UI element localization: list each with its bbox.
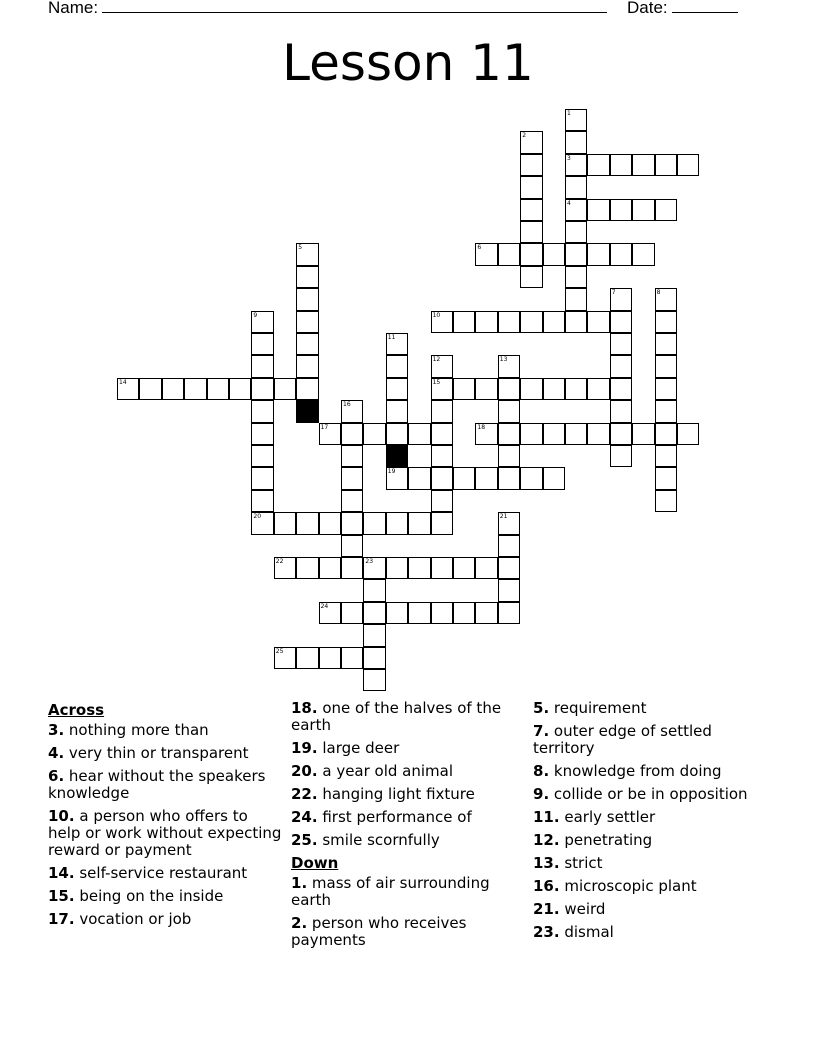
clue-down-21: 21. weird xyxy=(533,900,606,918)
grid-cell[interactable] xyxy=(610,355,632,377)
grid-cell[interactable] xyxy=(274,557,296,579)
grid-cell[interactable] xyxy=(319,602,341,624)
grid-cell[interactable] xyxy=(341,647,363,669)
grid-cell[interactable] xyxy=(565,154,587,176)
cell-number: 9 xyxy=(253,311,258,319)
page-title: Lesson 11 xyxy=(282,34,534,92)
grid-cell[interactable] xyxy=(587,423,609,445)
grid-cell[interactable] xyxy=(453,557,475,579)
cell-number: 19 xyxy=(387,468,396,476)
grid-cell[interactable] xyxy=(139,378,161,400)
cell-number: 3 xyxy=(567,154,571,162)
grid-cell[interactable] xyxy=(632,243,654,265)
grid-cell[interactable] xyxy=(184,378,206,400)
grid-cell[interactable] xyxy=(655,490,677,512)
grid-cell[interactable] xyxy=(565,176,587,198)
grid-cell[interactable] xyxy=(520,154,542,176)
grid-cell[interactable] xyxy=(453,602,475,624)
black-cell xyxy=(386,445,408,467)
grid-cell[interactable] xyxy=(431,378,453,400)
grid-cell[interactable] xyxy=(610,423,632,445)
grid-cell[interactable] xyxy=(162,378,184,400)
grid-cell[interactable] xyxy=(565,243,587,265)
cell-number: 21 xyxy=(499,513,508,521)
cell-number: 20 xyxy=(253,513,262,521)
grid-cell[interactable] xyxy=(251,355,273,377)
clue-across-14: 14. self-service restaurant xyxy=(48,864,248,882)
cell-number: 6 xyxy=(477,244,482,252)
grid-cell[interactable] xyxy=(610,333,632,355)
grid-cell[interactable] xyxy=(520,378,542,400)
cell-number: 5 xyxy=(298,244,303,252)
grid-cell[interactable] xyxy=(274,378,296,400)
grid-cell[interactable] xyxy=(386,333,408,355)
cell-number: 10 xyxy=(432,311,441,319)
down-heading: Down xyxy=(291,854,339,872)
grid-cell[interactable] xyxy=(296,311,318,333)
grid-cell[interactable] xyxy=(431,602,453,624)
grid-cell[interactable] xyxy=(587,378,609,400)
grid-cell[interactable] xyxy=(565,109,587,131)
grid-cell[interactable] xyxy=(341,602,363,624)
grid-cell[interactable] xyxy=(363,624,385,646)
grid-cell[interactable] xyxy=(408,467,430,489)
cell-number: 17 xyxy=(320,423,329,431)
grid-cell[interactable] xyxy=(587,243,609,265)
grid-cell[interactable] xyxy=(610,199,632,221)
grid-cell[interactable] xyxy=(610,445,632,467)
grid-cell[interactable] xyxy=(341,423,363,445)
grid-cell[interactable] xyxy=(319,557,341,579)
clue-across-20: 20. a year old animal xyxy=(291,762,454,780)
grid-cell[interactable] xyxy=(565,311,587,333)
grid-cell[interactable] xyxy=(431,400,453,422)
grid-cell[interactable] xyxy=(229,378,251,400)
grid-cell[interactable] xyxy=(498,355,520,377)
clue-down-2: 2. person who receives payments xyxy=(291,914,467,949)
grid-cell[interactable] xyxy=(655,400,677,422)
black-cell xyxy=(296,400,318,422)
grid-cell[interactable] xyxy=(386,512,408,534)
grid-cell[interactable] xyxy=(251,490,273,512)
clue-across-10: 10. a person who offers to help or work without expecting reward or payment xyxy=(48,807,282,859)
grid-cell[interactable] xyxy=(363,669,385,691)
grid-cell[interactable] xyxy=(543,243,565,265)
grid-cell[interactable] xyxy=(543,467,565,489)
grid-cell[interactable] xyxy=(655,423,677,445)
across-heading: Across xyxy=(48,701,105,719)
grid-cell[interactable] xyxy=(341,557,363,579)
cell-number: 13 xyxy=(499,356,508,364)
grid-cell[interactable] xyxy=(475,557,497,579)
grid-cell[interactable] xyxy=(117,378,139,400)
grid-cell[interactable] xyxy=(520,221,542,243)
grid-cell[interactable] xyxy=(251,512,273,534)
grid-cell[interactable] xyxy=(632,154,654,176)
clue-down-7: 7. outer edge of settled territory xyxy=(533,722,712,757)
grid-cell[interactable] xyxy=(610,288,632,310)
grid-cell[interactable] xyxy=(431,512,453,534)
grid-cell[interactable] xyxy=(632,423,654,445)
grid-cell[interactable] xyxy=(296,557,318,579)
cell-number: 25 xyxy=(275,647,284,655)
cell-number: 18 xyxy=(477,423,486,431)
grid-cell[interactable] xyxy=(498,512,520,534)
cell-number: 1 xyxy=(567,110,571,117)
grid-cell[interactable] xyxy=(498,243,520,265)
grid-cell[interactable] xyxy=(520,467,542,489)
grid-cell[interactable] xyxy=(431,557,453,579)
grid-cell[interactable] xyxy=(565,266,587,288)
grid-cell[interactable] xyxy=(543,423,565,445)
grid-cell[interactable] xyxy=(319,423,341,445)
clue-down-5: 5. requirement xyxy=(533,699,647,717)
grid-cell[interactable] xyxy=(363,423,385,445)
grid-cell[interactable] xyxy=(475,311,497,333)
grid-cell[interactable] xyxy=(520,199,542,221)
grid-cell[interactable] xyxy=(431,445,453,467)
cell-number: 16 xyxy=(343,401,351,409)
grid-cell[interactable] xyxy=(565,288,587,310)
grid-cell[interactable] xyxy=(565,423,587,445)
grid-cell[interactable] xyxy=(520,176,542,198)
grid-cell[interactable] xyxy=(677,154,699,176)
clue-across-25: 25. smile scornfully xyxy=(291,831,440,849)
grid-cell[interactable] xyxy=(498,378,520,400)
grid-cell[interactable] xyxy=(565,221,587,243)
grid-cell[interactable] xyxy=(386,467,408,489)
grid-cell[interactable] xyxy=(296,378,318,400)
grid-cell[interactable] xyxy=(386,355,408,377)
clue-down-9: 9. collide or be in opposition xyxy=(533,785,748,803)
clue-across-6: 6. hear without the speakers knowledge xyxy=(48,767,266,802)
grid-cell[interactable] xyxy=(363,579,385,601)
grid-cell[interactable] xyxy=(565,378,587,400)
grid-cell[interactable] xyxy=(655,199,677,221)
cell-number: 23 xyxy=(365,558,374,565)
grid-cell[interactable] xyxy=(655,311,677,333)
grid-cell[interactable] xyxy=(565,131,587,153)
grid-cell[interactable] xyxy=(498,423,520,445)
grid-cell[interactable] xyxy=(655,154,677,176)
grid-cell[interactable] xyxy=(341,467,363,489)
cell-number: 2 xyxy=(522,132,527,140)
grid-cell[interactable] xyxy=(431,467,453,489)
grid-cell[interactable] xyxy=(475,602,497,624)
grid-cell[interactable] xyxy=(251,467,273,489)
grid-cell[interactable] xyxy=(431,311,453,333)
grid-cell[interactable] xyxy=(498,311,520,333)
clue-across-18: 18. one of the halves of the earth xyxy=(291,699,502,734)
grid-cell[interactable] xyxy=(251,378,273,400)
grid-cell[interactable] xyxy=(296,266,318,288)
grid-cell[interactable] xyxy=(296,333,318,355)
grid-cell[interactable] xyxy=(520,243,542,265)
grid-cell[interactable] xyxy=(520,131,542,153)
grid-cell[interactable] xyxy=(363,557,385,579)
clue-across-15: 15. being on the inside xyxy=(48,887,224,905)
cell-number: 12 xyxy=(432,356,441,364)
grid-cell[interactable] xyxy=(296,512,318,534)
grid-cell[interactable] xyxy=(655,333,677,355)
grid-cell[interactable] xyxy=(498,557,520,579)
name-label: Name: xyxy=(48,0,99,17)
grid-cell[interactable] xyxy=(632,199,654,221)
grid-cell[interactable] xyxy=(655,378,677,400)
grid-cell[interactable] xyxy=(587,154,609,176)
grid-cell[interactable] xyxy=(655,467,677,489)
grid-cell[interactable] xyxy=(475,467,497,489)
grid-cell[interactable] xyxy=(408,557,430,579)
clue-across-19: 19. large deer xyxy=(291,739,400,757)
cell-number: 8 xyxy=(656,289,661,297)
grid-cell[interactable] xyxy=(587,311,609,333)
grid-cell[interactable] xyxy=(296,288,318,310)
grid-cell[interactable] xyxy=(677,423,699,445)
grid-cell[interactable] xyxy=(610,400,632,422)
grid-cell[interactable] xyxy=(251,423,273,445)
grid-cell[interactable] xyxy=(386,557,408,579)
grid-cell[interactable] xyxy=(341,400,363,422)
grid-cell[interactable] xyxy=(498,579,520,601)
grid-cell[interactable] xyxy=(543,311,565,333)
grid-cell[interactable] xyxy=(251,445,273,467)
cell-number: 15 xyxy=(432,378,441,386)
clues-column-1 xyxy=(48,700,283,934)
grid-cell[interactable] xyxy=(520,311,542,333)
clue-across-24: 24. first performance of xyxy=(291,808,472,826)
grid-cell[interactable] xyxy=(475,378,497,400)
grid-cell[interactable] xyxy=(610,154,632,176)
grid-cell[interactable] xyxy=(655,355,677,377)
grid-cell[interactable] xyxy=(498,535,520,557)
grid-cell[interactable] xyxy=(386,400,408,422)
grid-cell[interactable] xyxy=(274,512,296,534)
grid-cell[interactable] xyxy=(453,311,475,333)
grid-cell[interactable] xyxy=(520,423,542,445)
grid-cell[interactable] xyxy=(475,423,497,445)
grid-cell[interactable] xyxy=(341,445,363,467)
grid-cell[interactable] xyxy=(386,602,408,624)
grid-cell[interactable] xyxy=(431,490,453,512)
clue-down-12: 12. penetrating xyxy=(533,831,653,849)
grid-cell[interactable] xyxy=(319,647,341,669)
clue-down-16: 16. microscopic plant xyxy=(533,877,697,895)
grid-cell[interactable] xyxy=(655,288,677,310)
cell-number: 14 xyxy=(119,378,127,386)
clues-column-3 xyxy=(533,700,773,947)
clue-down-23: 23. dismal xyxy=(533,923,614,941)
cell-number: 24 xyxy=(320,602,329,610)
grid-cell[interactable] xyxy=(251,333,273,355)
grid-cell[interactable] xyxy=(386,378,408,400)
grid-cell[interactable] xyxy=(520,266,542,288)
grid-cell[interactable] xyxy=(274,647,296,669)
clue-across-22: 22. hanging light fixture xyxy=(291,785,475,803)
grid-cell[interactable] xyxy=(296,355,318,377)
clue-down-13: 13. strict xyxy=(533,854,603,872)
grid-cell[interactable] xyxy=(341,512,363,534)
clue-across-3: 3. nothing more than xyxy=(48,721,209,739)
grid-cell[interactable] xyxy=(296,243,318,265)
grid-cell[interactable] xyxy=(251,400,273,422)
grid-cell[interactable] xyxy=(341,490,363,512)
clue-across-4: 4. very thin or transparent xyxy=(48,744,249,762)
grid-cell[interactable] xyxy=(319,512,341,534)
clue-down-1: 1. mass of air surrounding earth xyxy=(291,874,490,909)
clue-down-8: 8. knowledge from doing xyxy=(533,762,722,780)
grid-cell[interactable] xyxy=(610,311,632,333)
grid-cell[interactable] xyxy=(207,378,229,400)
grid-cell[interactable] xyxy=(610,243,632,265)
grid-cell[interactable] xyxy=(610,378,632,400)
grid-cell[interactable] xyxy=(408,602,430,624)
grid-cell[interactable] xyxy=(341,535,363,557)
cell-number: 11 xyxy=(387,334,396,341)
grid-cell[interactable] xyxy=(408,423,430,445)
date-label: Date: xyxy=(627,0,668,17)
grid-cell[interactable] xyxy=(453,467,475,489)
grid-cell[interactable] xyxy=(655,445,677,467)
grid-cell[interactable] xyxy=(565,199,587,221)
grid-cell[interactable] xyxy=(498,467,520,489)
cell-number: 7 xyxy=(611,289,616,297)
grid-cell[interactable] xyxy=(498,400,520,422)
grid-cell[interactable] xyxy=(498,602,520,624)
grid-cell[interactable] xyxy=(251,311,273,333)
grid-cell[interactable] xyxy=(587,199,609,221)
grid-cell[interactable] xyxy=(453,378,475,400)
cell-number: 4 xyxy=(567,199,571,207)
grid-cell[interactable] xyxy=(543,378,565,400)
grid-cell[interactable] xyxy=(408,512,430,534)
clues-column-2 xyxy=(291,700,521,955)
grid-cell[interactable] xyxy=(431,423,453,445)
grid-cell[interactable] xyxy=(363,602,385,624)
grid-cell[interactable] xyxy=(431,355,453,377)
grid-cell[interactable] xyxy=(498,445,520,467)
grid-cell[interactable] xyxy=(386,423,408,445)
grid-cell[interactable] xyxy=(363,512,385,534)
grid-cell[interactable] xyxy=(475,243,497,265)
grid-cell[interactable] xyxy=(363,647,385,669)
clue-down-11: 11. early settler xyxy=(533,808,656,826)
clue-across-17: 17. vocation or job xyxy=(48,910,192,928)
grid-cell[interactable] xyxy=(296,647,318,669)
cell-number: 22 xyxy=(275,558,284,565)
